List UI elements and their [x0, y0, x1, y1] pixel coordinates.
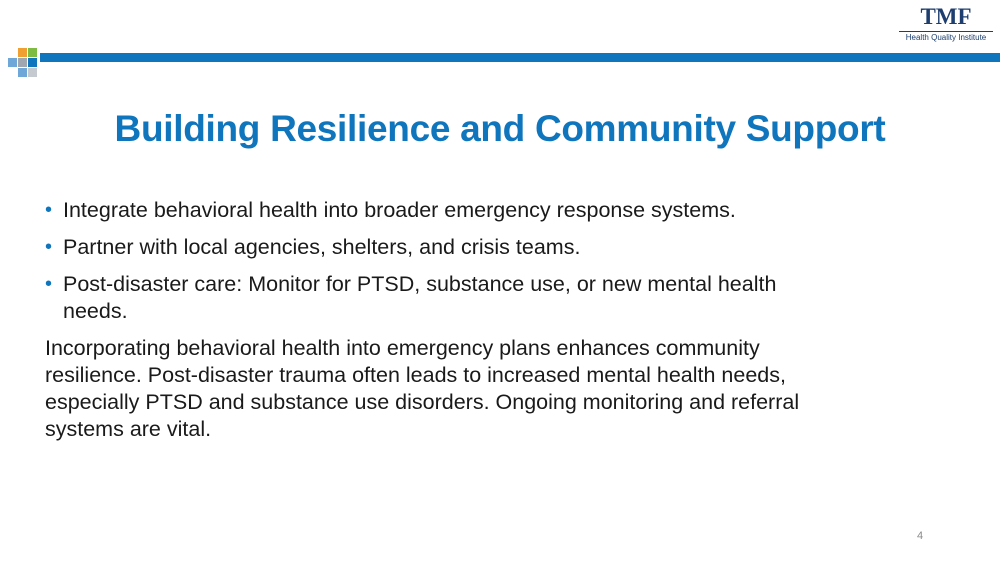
bullet-list	[45, 197, 825, 325]
summary-paragraph: Incorporating behavioral health into emergency plans enhances community resilience. Post-disaster trauma often leads to increased mental health needs, especially PTSD and substance use disorders. Ongoing monitoring and referral systems are vital.	[45, 336, 800, 441]
bullet-icon: •	[45, 199, 53, 221]
header-bar	[40, 53, 1000, 62]
square-gray	[18, 58, 27, 67]
bullet-text: Integrate behavioral health into broader emergency response systems.	[63, 198, 736, 222]
square-gray-2	[28, 68, 37, 77]
bullet-text: Post-disaster care: Monitor for PTSD, substance use, or new mental health needs.	[63, 272, 777, 323]
square-blue	[28, 58, 37, 67]
square-blue-2	[8, 58, 17, 67]
bullet-item	[45, 197, 825, 224]
square-orange	[18, 48, 27, 57]
slide-title: Building Resilience and Community Support	[114, 108, 886, 149]
page-number: 4	[916, 530, 924, 542]
bullet-item	[45, 271, 825, 325]
bullet-text: Partner with local agencies, shelters, and crisis teams.	[63, 235, 581, 259]
decorative-squares	[0, 48, 45, 78]
tmf-logo	[893, 4, 999, 50]
bullet-item	[45, 234, 825, 261]
bullet-icon: •	[45, 236, 53, 258]
logo-tagline: Health Quality Institute	[899, 31, 993, 43]
slide-content	[45, 197, 825, 443]
logo-name: TMF	[920, 4, 972, 29]
bullet-icon: •	[45, 273, 53, 295]
square-green	[28, 48, 37, 57]
square-light-blue	[18, 68, 27, 77]
